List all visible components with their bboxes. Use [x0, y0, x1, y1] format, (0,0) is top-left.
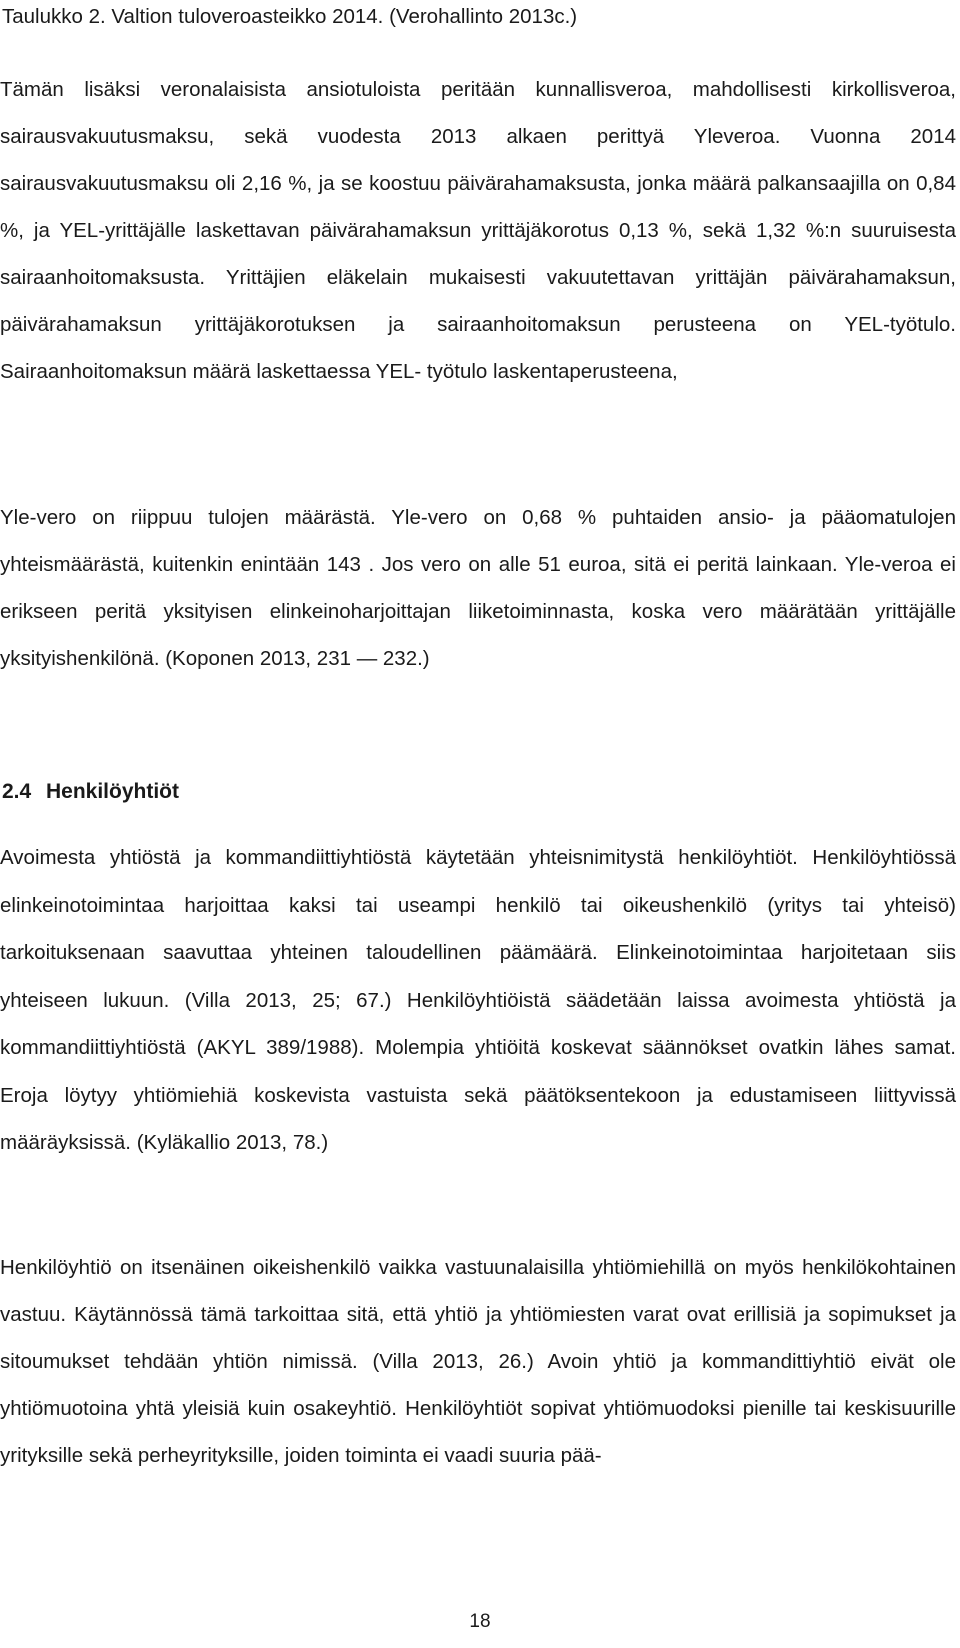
paragraph-henkiloyhtiot-liability: Henkilöyhtiö on itsenäinen oikeishenkilö vaikka vastuunalaisilla yhtiömiehillä on myös henkilökohtainen vastuu. Käytännössä tämä tarkoittaa sitä, että yhtiö ja yhtiömiesten varat ovat erillisiä ja sopimukset ja sitoumukset tehdään yhtiön nimissä. (Villa 2013, 26.) Avoin yhtiö ja kommandittiyhtiö eivät ole yhtiömuotoina yhtä yleisiä kuin osakeyhtiö. Henkilöyhtiöt sopivat yhtiömuodoksi pienille tai keskisuurille yrityksille sekä perheyrityksille, joiden toiminta ei vaadi suuria pää-: [0, 1256, 956, 1467]
paragraph-henkiloyhtiot-intro: Avoimesta yhtiöstä ja kommandiittiyhtiöstä käytetään yhteisnimitystä henkilöyhtiöt. Henkilöyhtiössä elinkeinotoimintaa harjoittaa kaksi tai useampi henkilö tai oikeushenkilö (yritys tai yhteisö) tarkoituksenaan saavuttaa yhteinen taloudellinen päämäärä. Elinkeinotoimintaa harjoitetaan siis yhteiseen lukuun. (Villa 2013, 25; 67.) Henkilöyhtiöistä säädetään laissa avoimesta yhtiöstä ja kommandiittiyhtiöstä (AKYL 389/1988). Molempia yhtiöitä koskevat säännökset ovatkin lähes samat. Eroja löytyy yhtiömiehiä koskevista vastuista sekä päätöksentekoon ja edustamiseen liittyvissä määräyksissä. (Kyläkallio 2013, 78.): [0, 846, 956, 1154]
table-caption: Taulukko 2. Valtion tuloveroasteikko 2014. (Verohallinto 2013c.): [2, 5, 578, 28]
paragraph-taxes: Tämän lisäksi veronalaisista ansiotuloista peritään kunnallisveroa, mahdollisesti kirkollisveroa, sairausvakuutusmaksu, sekä vuodesta 2013 alkaen perittyä Yleveroa. Vuonna 2014 sairausvakuutusmaksu oli 2,16 %, ja se koostuu päivärahamaksusta, jonka määrä palkansaajilla on 0,84 %, ja YEL-yrittäjälle laskettavan päivärahamaksun yrittäjäkorotus 0,13 %, sekä 1,32 %:n suuruisesta sairaanhoitomaksusta. Yrittäjien eläkelain mukaisesti vakuutettavan yrittäjän päivärahamaksun, päivärahamaksun yrittäjäkorotuksen ja sairaanhoitomaksun perusteena on YEL-työtulo. Sairaanhoitomaksun määrä laskettaessa YEL- työtulo laskentaperusteena,: [0, 78, 956, 383]
section-heading: [2, 778, 179, 806]
section-title: Henkilöyhtiöt: [46, 780, 180, 803]
paragraph-yle-vero: Yle-vero on riippuu tulojen määrästä. Yle-vero on 0,68 % puhtaiden ansio- ja pääomatulojen yhteismäärästä, kuitenkin enintään 143 . Jos vero on alle 51 euroa, sitä ei peritä lainkaan. Yle-veroa ei erikseen peritä yksityisen elinkeinoharjoittajan liiketoiminnasta, koska vero määrätään yrittäjälle yksityishenkilönä. (Koponen 2013, 231 — 232.): [0, 506, 956, 670]
section-number: 2.4: [2, 780, 32, 803]
page-number: 18: [469, 1611, 491, 1632]
